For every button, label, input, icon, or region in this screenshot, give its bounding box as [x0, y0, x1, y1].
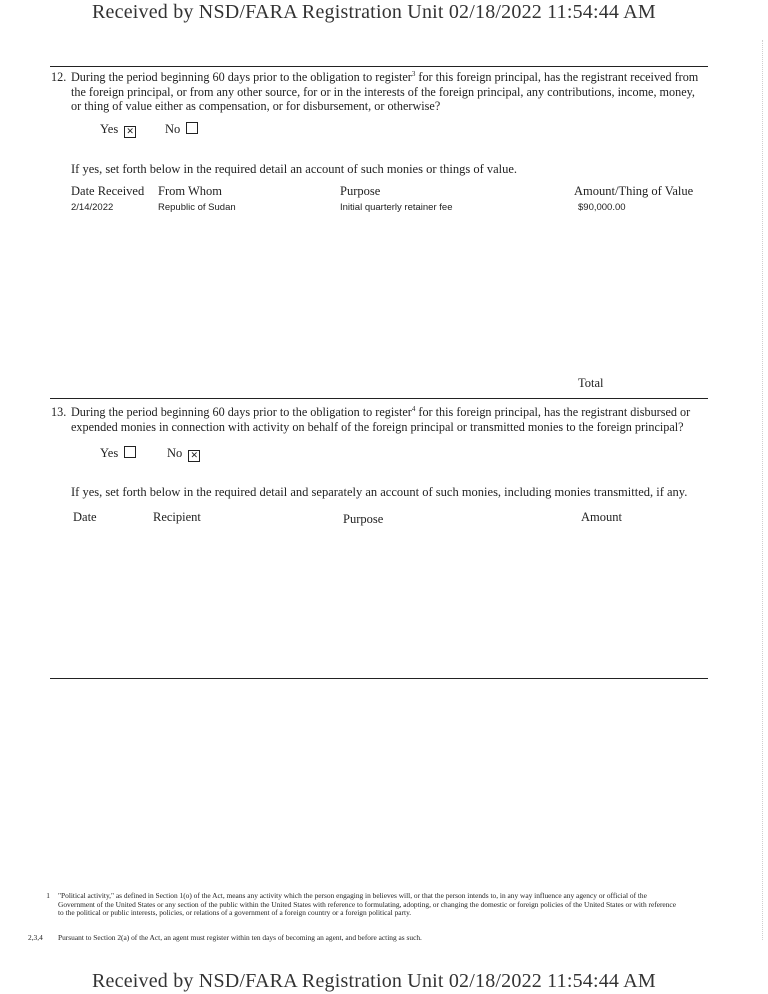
- top-rule: [50, 66, 708, 67]
- footnote-ref-3: 3: [411, 69, 416, 78]
- q12-no-option[interactable]: [165, 122, 198, 137]
- footnote-1-text: "Political activity," as defined in Section 1(o) of the Act, means any activity which the person engaging in believes will, or that the person intends to, in any way influence any agency or official of the Government of the United States or any section of the public within the United States with reference to formulating, adopting, or changing the domestic or foreign policies of the United States or with reference to the political or public interests, policies, or relations of a government of a foreign country or a foreign political party.: [58, 891, 676, 918]
- q12-col-from-whom: From Whom: [158, 184, 223, 198]
- question-12-text: During the period beginning 60 days prior to the obligation to register$^3$ for this foreign principal, has the registrant received from the foreign principal, or from any other source, for or in the interests of the foreign principal, any contributions, income, money, or thing of value either as compensation, or for disbursement, or otherwise?: [71, 69, 699, 113]
- footnote-2-ref: 2,3,4: [28, 933, 43, 942]
- question-12-number: 12.: [51, 70, 67, 84]
- q12-no-label: No: [165, 122, 181, 136]
- q12-col-purpose: Purpose: [340, 184, 381, 198]
- q12-yes-option[interactable]: [100, 122, 136, 138]
- footnote-2-text: Pursuant to Section 2(a) of the Act, an agent must register within ten days of becoming an agent, and before acting as such.: [58, 933, 422, 942]
- q13-yes-label: Yes: [100, 446, 119, 460]
- q12-row-from: Republic of Sudan: [158, 202, 236, 213]
- q13-no-checkbox[interactable]: ✕: [188, 450, 200, 462]
- q12-row-date: 2/14/2022: [71, 202, 114, 213]
- q13-col-amount: Amount: [581, 510, 622, 524]
- bottom-rule: [50, 678, 708, 679]
- question-13: [51, 405, 706, 437]
- q12-col-date-received: Date Received: [71, 184, 145, 198]
- question-13-number: 13.: [51, 405, 67, 419]
- q13-instruction: If yes, set forth below in the required detail and separately an account of such monies, including monies transmitted, if any.: [71, 485, 688, 499]
- q12-col-amount: Amount/Thing of Value: [574, 184, 694, 198]
- question-13-text: During the period beginning 60 days prior to the obligation to register$^4$ for this foreign principal, has the registrant disbursed or expended monies in connection with activity on behalf of the foreign principal or transmitted monies to the foreign principal?: [71, 404, 691, 434]
- q12-yes-label: Yes: [100, 122, 119, 136]
- q13-no-label: No: [167, 446, 183, 460]
- footer-received-stamp: Received by NSD/FARA Registration Unit 02/18/2022 11:54:44 AM: [92, 970, 656, 992]
- mid-rule: [50, 398, 708, 399]
- question-12: [51, 70, 706, 116]
- q13-yes-option[interactable]: [100, 446, 136, 461]
- q12-row-purpose: Initial quarterly retainer fee: [340, 202, 453, 213]
- q12-total-label: Total: [578, 376, 604, 390]
- scan-margin-line: [762, 40, 763, 940]
- q12-no-checkbox[interactable]: [186, 122, 198, 134]
- q13-col-purpose: Purpose: [343, 512, 384, 526]
- footnote-ref-4: 4: [411, 404, 416, 413]
- q13-col-date: Date: [73, 510, 97, 524]
- footnote-1-ref: 1: [46, 891, 50, 900]
- q13-col-recipient: Recipient: [153, 510, 201, 524]
- q12-yes-checkbox[interactable]: ✕: [124, 126, 136, 138]
- q12-instruction: If yes, set forth below in the required detail an account of such monies or things of value.: [71, 162, 518, 176]
- q13-no-option[interactable]: [167, 446, 200, 462]
- header-received-stamp: Received by NSD/FARA Registration Unit 02/18/2022 11:54:44 AM: [92, 1, 656, 23]
- q13-yes-checkbox[interactable]: [124, 446, 136, 458]
- q12-row-amount: $90,000.00: [578, 202, 626, 213]
